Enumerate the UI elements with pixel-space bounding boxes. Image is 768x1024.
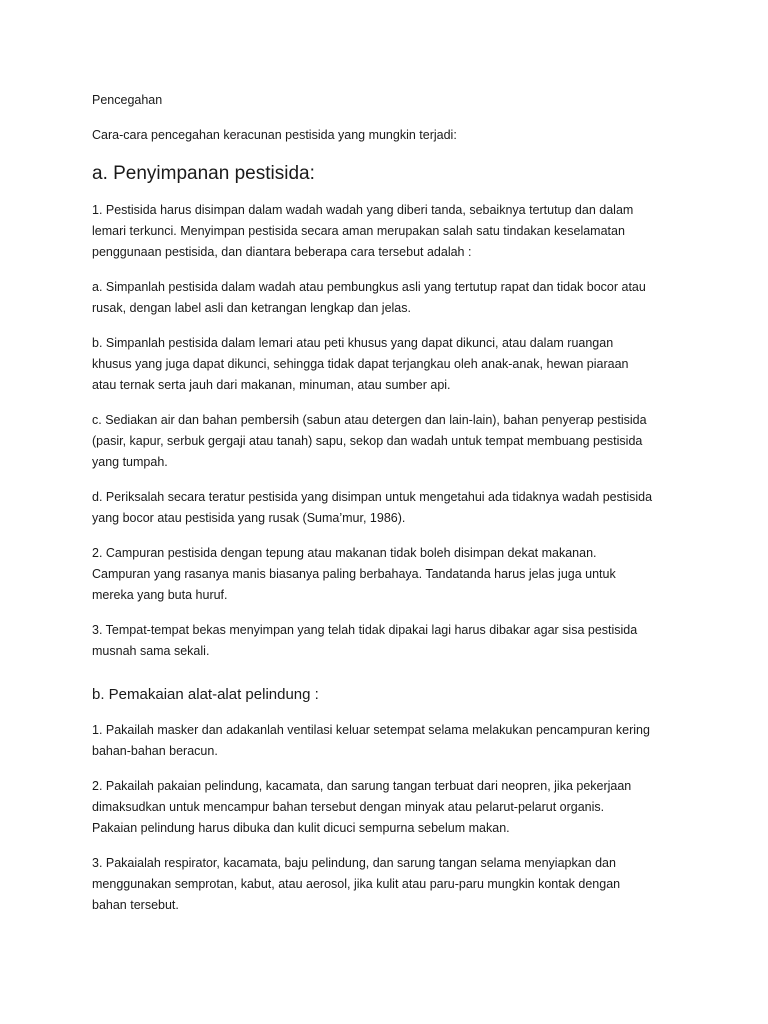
section-a-item-a: a. Simpanlah pestisida dalam wadah atau pembungkus asli yang tertutup rapat dan tidak bocor atau rusak, dengan label asli dan ketrangan lengkap dan jelas. bbox=[92, 280, 646, 315]
section-b-heading: b. Pemakaian alat-alat pelindung : bbox=[92, 686, 319, 703]
section-b-paragraph-2: 2. Pakailah pakaian pelindung, kacamata, dan sarung tangan terbuat dari neopren, jika pekerjaan dimaksudkan untuk mencampur bahan tersebut dengan minyak atau pelarut-pelarut organis. Pakaian pelindung harus dibuka dan kulit dicuci sempurna sebelum makan. bbox=[92, 779, 632, 835]
document-title: Pencegahan bbox=[92, 93, 163, 107]
section-b-paragraph-1: 1. Pakailah masker dan adakanlah ventilasi keluar setempat selama melakukan pencampuran kering bahan-bahan beracun. bbox=[92, 723, 650, 758]
section-a-item-b: b. Simpanlah pestisida dalam lemari atau peti khusus yang dapat dikunci, atau dalam ruangan khusus yang juga dapat dikunci, sehingga tidak dapat terjangkau oleh anak-anak, hewan piaraan atau ternak serta jauh dari makanan, minuman, atau sumber api. bbox=[92, 336, 629, 392]
section-a-heading: a. Penyimpanan pestisida: bbox=[92, 163, 315, 184]
section-a-paragraph-1: 1. Pestisida harus disimpan dalam wadah wadah yang diberi tanda, sebaiknya tertutup dan dalam lemari terkunci. Menyimpan pestisida secara aman merupakan salah satu tindakan keselamatan penggunaan pestisida, dan diantara beberapa cara tersebut adalah : bbox=[92, 203, 634, 259]
section-a-paragraph-3: 3. Tempat-tempat bekas menyimpan yang telah tidak dipakai lagi harus dibakar agar sisa pestisida musnah sama sekali. bbox=[92, 623, 638, 658]
section-a-item-c: c. Sediakan air dan bahan pembersih (sabun atau detergen dan lain-lain), bahan penyerap pestisida (pasir, kapur, serbuk gergaji atau tanah) sapu, sekop dan wadah untuk tempat membuang pestisida yang tumpah. bbox=[92, 413, 647, 469]
document-page bbox=[92, 90, 682, 930]
intro-text: Cara-cara pencegahan keracunan pestisida yang mungkin terjadi: bbox=[92, 128, 457, 142]
section-a-paragraph-2: 2. Campuran pestisida dengan tepung atau makanan tidak boleh disimpan dekat makanan. Campuran yang rasanya manis biasanya paling berbahaya. Tandatanda harus jelas juga untuk mereka yang buta huruf. bbox=[92, 546, 616, 602]
section-b-paragraph-3: 3. Pakaialah respirator, kacamata, baju pelindung, dan sarung tangan selama menyiapkan dan menggunakan semprotan, kabut, atau aerosol, jika kulit atau paru-paru mungkin kontak dengan bahan tersebut. bbox=[92, 856, 621, 912]
section-a-item-d: d. Periksalah secara teratur pestisida yang disimpan untuk mengetahui ada tidaknya wadah pestisida yang bocor atau pestisida yang rusak (Suma’mur, 1986). bbox=[92, 490, 653, 525]
